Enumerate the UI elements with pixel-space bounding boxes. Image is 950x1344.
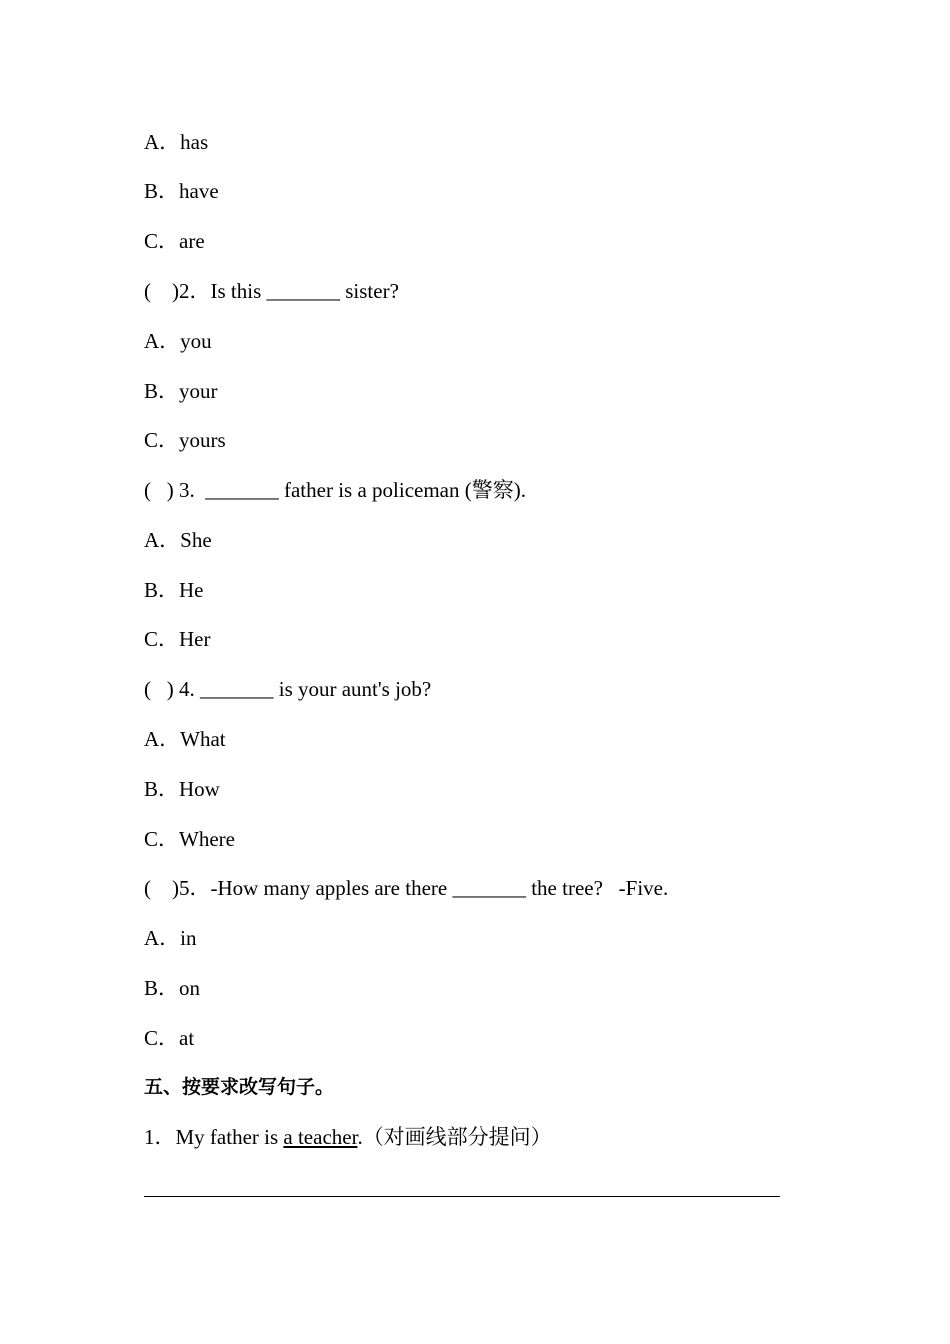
- q2-option-a: A．you: [144, 329, 212, 353]
- section-heading: 五、按要求改写句子。: [144, 1076, 335, 1098]
- q3-stem: ( ) 3. _______ father is a policeman (警察).: [144, 478, 526, 502]
- q3-option-c: C．Her: [144, 627, 211, 651]
- rewrite-item-1-suffix: .（对画线部分提问）: [357, 1125, 552, 1149]
- q4-option-a: A．What: [144, 727, 226, 751]
- q3-option-b: B．He: [144, 578, 204, 602]
- rewrite-item-1-underlined: a teacher: [283, 1125, 358, 1149]
- q2-stem: ( )2．Is this _______ sister?: [144, 279, 399, 303]
- q1-option-b: B．have: [144, 179, 219, 203]
- q4-option-b: B．How: [144, 777, 220, 801]
- q5-option-a: A．in: [144, 926, 197, 950]
- q5-option-b: B．on: [144, 976, 201, 1000]
- q2-option-b: B．your: [144, 379, 218, 403]
- q5-stem: ( )5．-How many apples are there _______ the tree? -Five.: [144, 876, 669, 900]
- q4-option-c: C．Where: [144, 827, 235, 851]
- rewrite-item-1: [144, 1124, 552, 1150]
- rewrite-item-1-prefix: 1．My father is: [144, 1125, 284, 1149]
- q1-option-c: C．are: [144, 229, 205, 253]
- q3-option-a: A．She: [144, 528, 212, 552]
- q4-stem: ( ) 4. _______ is your aunt's job?: [144, 677, 432, 701]
- q2-option-c: C．yours: [144, 428, 226, 452]
- q1-option-a: A．has: [144, 130, 209, 154]
- answer-line[interactable]: [144, 1196, 780, 1197]
- q5-option-c: C．at: [144, 1026, 195, 1050]
